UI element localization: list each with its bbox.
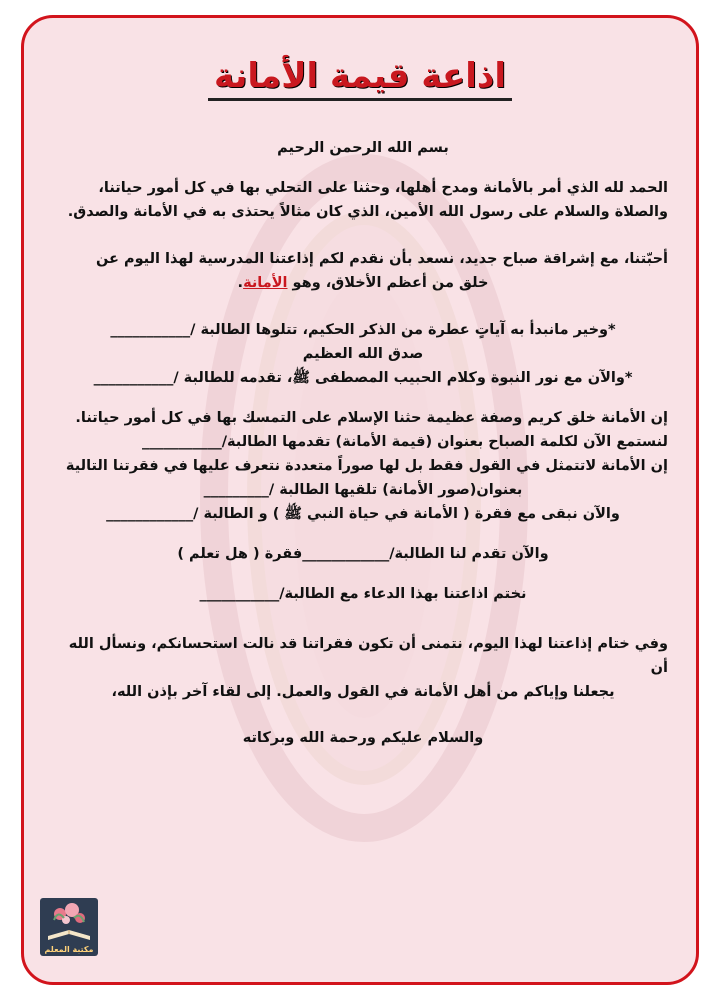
logo-label: مكتبة المعلم [44,945,94,954]
basmala: بسم الله الرحمن الرحيم [277,140,449,156]
hadith-line: *والآن مع نور النبوة وكلام الحبيب المصطفى ﷺ، تقدمه للطالبة /___________ [93,370,633,386]
dua-line: نختم اذاعتنا بهذا الدعاء مع الطالبة/___________ [199,586,527,602]
library-logo [40,898,98,956]
quran-line: *وخير مانبدأ به آياتٍ عطرة من الذكر الحكيم، تتلوها الطالبة /___________ [110,322,616,338]
forms-line-2: بعنوان(صور الأمانة) تلقيها الطالبة /_________ [203,482,523,498]
morning-word-line: لنستمع الآن لكلمة الصباح بعنوان (قيمة الأمانة) تقدمها الطالبة/___________ [141,434,668,450]
page-title: اذاعة قيمة الأمانة [208,56,512,101]
document-body [58,136,668,750]
greeting-highlight: الأمانة [243,275,288,291]
greeting-line-1: أحبّتنا، مع إشراقة صباح جديد، نسعد بأن نقدم لكم إذاعتنا المدرسية لهذا اليوم عن [95,251,668,267]
did-you-know-line: والآن تقدم لنا الطالبة/____________فقرة ( هل تعلم ) [177,546,549,562]
page-frame [21,15,699,985]
greeting-line-2-start: خلق من أعظم الأخلاق، وهو [287,275,489,291]
greeting-line-2-end: . [237,275,244,291]
value-line: إن الأمانة خلق كريم وصفة عظيمة حثنا الإسلام على التمسك بها في كل أمور حياتنا. [75,410,668,426]
book-flowers-icon [40,898,98,944]
closing-line-1: وفي ختام إذاعتنا لهذا اليوم، نتمنى أن تكون فقراتنا قد نالت استحسانكم، ونسأل الله أن [68,636,668,676]
forms-line-1: إن الأمانة لاتتمثل في القول فقط بل لها صوراً متعددة نتعرف عليها في فقرتنا التالية [65,458,668,474]
intro-line-1: الحمد لله الذي أمر بالأمانة ومدح أهلها، وحثنا على التحلي بها في كل أمور حياتنا، [98,180,668,196]
quran-close: صدق الله العظيم [302,346,424,362]
greeting-line-2 [58,271,668,295]
farewell: والسلام عليكم ورحمة الله وبركاته [242,730,484,746]
prophet-line: والآن نبقى مع فقرة ( الأمانة في حياة النبي ﷺ ) و الطالبة /____________ [106,506,620,522]
intro-line-2: والصلاة والسلام على رسول الله الأمين، الذي كان مثالاً يحتذى به في الأمانة والصدق. [67,204,668,220]
closing-line-2: يجعلنا وإياكم من أهل الأمانة في القول والعمل. إلى لقاء آخر بإذن الله، [111,684,615,700]
